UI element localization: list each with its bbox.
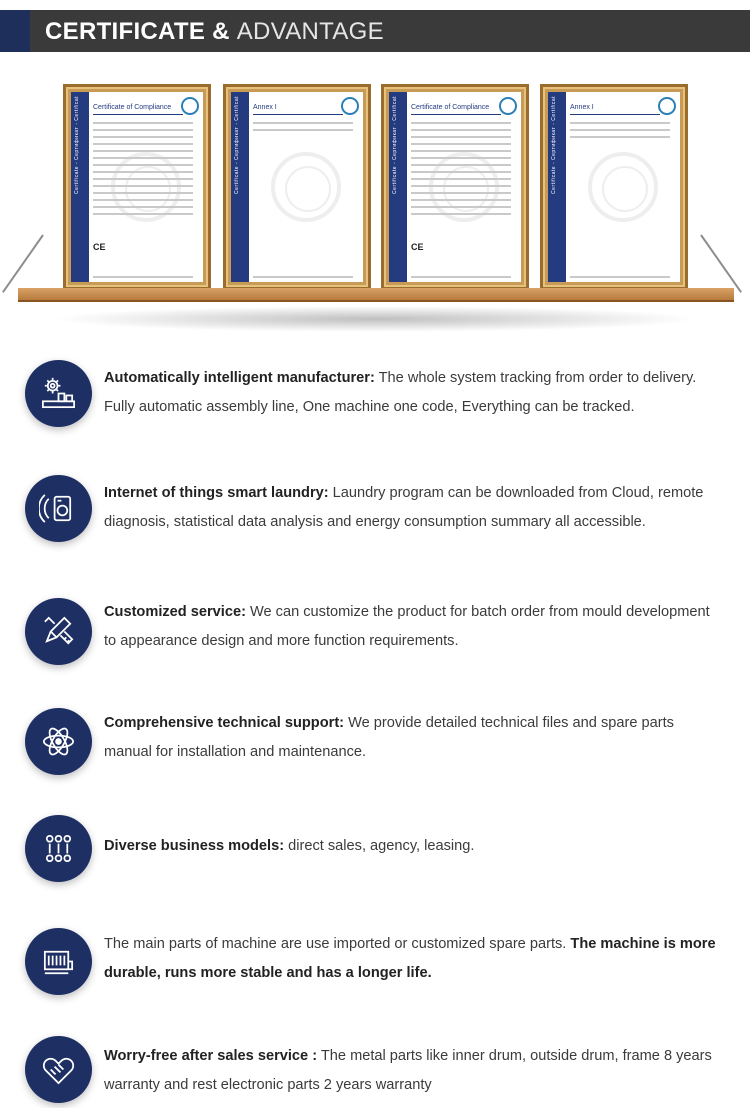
- feature-body: The main parts of machine are use imported or customized spare parts.: [104, 936, 571, 952]
- title-light: ADVANTAGE: [236, 18, 384, 45]
- handshake-heart-icon: [25, 1036, 92, 1103]
- certificate-frame[interactable]: [381, 84, 529, 290]
- watermark-seal-icon: [588, 152, 658, 222]
- certificate-side-text: Certificate - Сертификат - Certificat: [392, 96, 398, 194]
- header-accent: [0, 10, 30, 52]
- feature-text: [104, 709, 724, 767]
- feature-heading: Comprehensive technical support:: [104, 715, 345, 731]
- feature-body: The metal parts like inner drum, outside drum, frame 8 years warranty and rest electronic parts 2 years warranty: [104, 1048, 712, 1093]
- ecm-logo-icon: [341, 97, 359, 115]
- shelf-shadow: [50, 306, 700, 332]
- gear-conveyor-icon: [25, 360, 92, 427]
- certificate-paper: [389, 92, 521, 282]
- feature-body: The whole system tracking from order to delivery. Fully automatic assembly line, One machine one code, Everything can be tracked.: [104, 370, 697, 415]
- certificate-paper: [548, 92, 680, 282]
- certificate-frame[interactable]: [540, 84, 688, 290]
- certificate-title: Annex I: [253, 104, 277, 111]
- shelf-bracket-left: [2, 234, 44, 292]
- certificate-side-text: Certificate - Сертификат - Certificat: [234, 96, 240, 194]
- certificate-title: Annex I: [570, 104, 594, 111]
- certificate-title: Certificate of Compliance: [93, 104, 172, 111]
- feature-text: [104, 364, 724, 422]
- ce-mark-icon: CE: [411, 242, 424, 252]
- atom-icon: [25, 708, 92, 775]
- certificate-paper: [71, 92, 203, 282]
- certificate-side-text: Certificate - Сертификат - Certificat: [551, 96, 557, 194]
- feature-text: [104, 1042, 724, 1100]
- ecm-logo-icon: [181, 97, 199, 115]
- certificate-title: Certificate of Compliance: [411, 104, 490, 111]
- section-header: [0, 10, 750, 52]
- feature-text: [104, 479, 724, 537]
- feature-heading: Diverse business models:: [104, 838, 285, 854]
- machine-part-icon: [25, 928, 92, 995]
- certificate-paper: [231, 92, 363, 282]
- feature-body: We can customize the product for batch order from mould development to appearance design and more function requirements.: [104, 604, 710, 649]
- feature-text: [104, 832, 724, 861]
- certificate-frame[interactable]: [63, 84, 211, 290]
- certificate-frame[interactable]: [223, 84, 371, 290]
- certificate-side-text: Certificate - Сертификат - Certificat: [74, 96, 80, 194]
- feature-heading: Customized service:: [104, 604, 246, 620]
- section-title: [45, 18, 384, 46]
- feature-text: [104, 598, 724, 656]
- certificate-shelf: [0, 60, 750, 360]
- smart-washer-icon: [25, 475, 92, 542]
- feature-text: [104, 930, 724, 988]
- feature-heading: Automatically intelligent manufacturer:: [104, 370, 375, 386]
- feature-heading: Internet of things smart laundry:: [104, 485, 329, 501]
- pencil-ruler-icon: [25, 598, 92, 665]
- title-bold: CERTIFICATE &: [45, 18, 237, 45]
- wooden-shelf: [18, 288, 734, 302]
- ecm-logo-icon: [658, 97, 676, 115]
- feature-heading: The machine is more durable, runs more stable and has a longer life.: [104, 936, 716, 981]
- ecm-logo-icon: [499, 97, 517, 115]
- feature-body: We provide detailed technical files and spare parts manual for installation and maintenance.: [104, 715, 674, 760]
- watermark-seal-icon: [271, 152, 341, 222]
- feature-body: Laundry program can be downloaded from Cloud, remote diagnosis, statistical data analysis and energy consumption summary all accessible.: [104, 485, 704, 530]
- shelf-bracket-right: [700, 234, 742, 292]
- feature-body: direct sales, agency, leasing.: [284, 838, 475, 854]
- sliders-icon: [25, 815, 92, 882]
- feature-heading: Worry-free after sales service :: [104, 1048, 318, 1064]
- ce-mark-icon: CE: [93, 242, 106, 252]
